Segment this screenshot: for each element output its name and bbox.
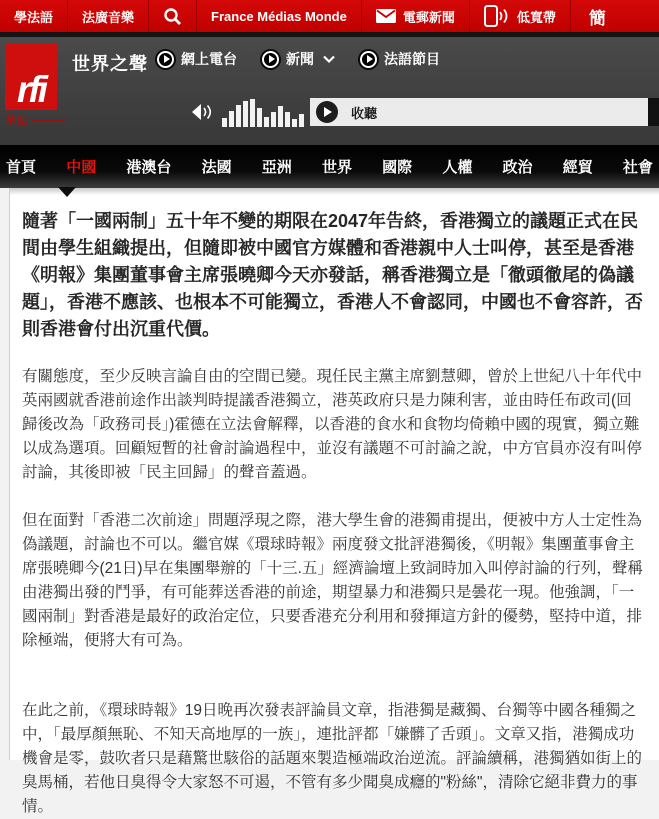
rfi-music-label: 法廣音樂 <box>82 9 135 25</box>
french-programs-label: 法語節目 <box>384 51 440 67</box>
envelope-icon <box>376 9 396 23</box>
web-radio-label: 網上電台 <box>181 51 237 67</box>
search-button[interactable] <box>149 0 197 32</box>
article-paragraph: 在此之前，《環球時報》19日晚再次發表評論員文章，指港獨是藏獨、台獨等中國各種獨之中，「最厚顏無恥、不知天高地厚的一族」，連批評都「嫌髒了舌頭」。文章又指，港獨成功機會是零，鼓吹者只是藉驚世駭俗的話題來製造極端政治逆流。評論續稱，港獨猶如街上的臭馬桶，若他日臭得令大家怒不可遏，不管有多少聞臭成癮的"粉絲"，清除它絕非費力的事情。 <box>22 702 643 815</box>
content-area <box>0 188 659 815</box>
page-title: 世界之聲 <box>72 54 148 74</box>
nav-item-china[interactable]: 中國 <box>66 159 97 176</box>
rfi-logo-language: 華語 <box>5 115 29 127</box>
nav-item-world[interactable]: 世界 <box>321 159 352 176</box>
topbar-item-france-medias-monde[interactable] <box>197 0 362 32</box>
rfi-logo[interactable] <box>5 44 66 128</box>
volume-icon[interactable] <box>190 102 214 122</box>
volume-level-bars[interactable] <box>222 97 304 127</box>
listen-button[interactable] <box>310 98 648 126</box>
link-french-programs[interactable] <box>360 49 440 69</box>
nav-item-human-rights[interactable]: 人權 <box>442 159 473 176</box>
nav-item-economy[interactable]: 經貿 <box>562 159 593 176</box>
learn-french-label: 學法語 <box>14 9 54 25</box>
topbar-item-low-bandwidth[interactable] <box>470 0 571 32</box>
nav-item-hk-macau-taiwan[interactable]: 港澳台 <box>126 159 172 176</box>
audio-player <box>190 97 659 127</box>
article-paragraph: 但在面對「香港二次前途」問題浮現之際，港大學生會的港獨甫提出，便被中方人士定性為偽議題，討論也不可以。繼官媒《環球時報》兩度發文批評港獨後，《明報》集團董事會主席張曉卿今(21日)早在集團舉辦的「十三.五」經濟論壇上致詞時加入叫停討論的行列，聲稱由港獨出發的鬥爭，有可能葬送香港的前途，期望暴力和港獨只是曇花一現。他強調，「一國兩制」對香港是最好的政治定位，只要香港充分利用和發揮這方針的優勢，堅持中道，排除極端，便將大有可為。 <box>22 512 643 649</box>
play-circle-icon <box>262 51 279 68</box>
nav-item-france[interactable]: 法國 <box>201 159 232 176</box>
topbar-item-email-news[interactable] <box>362 0 470 32</box>
article-body <box>0 188 659 819</box>
left-rail <box>0 188 10 760</box>
site-header <box>0 37 659 145</box>
nav-item-politics[interactable]: 政治 <box>502 159 533 176</box>
nav-item-international[interactable]: 國際 <box>382 159 413 176</box>
nav-item-home[interactable]: 首頁 <box>6 159 37 176</box>
mobile-signal-icon <box>484 5 510 27</box>
link-web-radio[interactable] <box>157 49 237 69</box>
search-icon <box>163 7 182 26</box>
top-menu-bar <box>0 0 659 32</box>
news-label: 新聞 <box>286 51 314 67</box>
play-circle-icon <box>360 51 377 68</box>
chevron-down-icon <box>323 55 335 63</box>
play-icon <box>316 101 338 123</box>
article-paragraph: 有關態度，至少反映言論自由的空間已變。現任民主黨主席劉慧卿，曾於上世紀八十年代中英兩國就香港前途作出談判時提議香港獨立，港英政府只是力陳利害，並由時任布政司(回歸後改為「政務司長」)霍德在立法會解釋，以香港的食水和食物均倚賴中國的現實，獨立難以成為選項。回顧短暫的社會討論過程中，並沒有議題不可討論之說，中方官員亦沒有叫停討論，其後即被「民主回歸」的聲音蓋過。 <box>22 368 643 481</box>
rfi-logo-mark: rfi <box>5 44 57 110</box>
header-links <box>157 49 440 69</box>
listen-label: 收聽 <box>351 105 378 121</box>
play-circle-icon <box>157 51 174 68</box>
topbar-item-learn-french[interactable] <box>0 0 68 32</box>
player-edge-block <box>648 98 659 126</box>
france-medias-monde-label: France Médias Monde <box>211 8 347 24</box>
main-navigation <box>0 145 659 188</box>
simplified-chinese-label: 簡 <box>588 8 606 28</box>
nav-item-asia[interactable]: 亞洲 <box>261 159 292 176</box>
nav-item-society[interactable]: 社會 <box>622 159 653 176</box>
topbar-item-rfi-music[interactable] <box>68 0 149 32</box>
link-news-menu[interactable] <box>262 49 335 69</box>
active-tab-indicator <box>58 187 76 197</box>
topbar-item-simplified-chinese[interactable] <box>571 0 624 32</box>
low-bandwidth-label: 低寬帶 <box>516 9 556 25</box>
email-news-label: 電郵新聞 <box>402 9 455 25</box>
article-lead-paragraph: 隨著「一國兩制」五十年不變的期限在2047年告終，香港獨立的議題正式在民間由學生組織提出，但隨即被中國官方媒體和香港親中人士叫停，甚至是香港《明報》集團董事會主席張曉卿今天亦發話，稱香港獨立是「徹頭徹尾的偽議題」，香港不應該、也根本不可能獨立，香港人不會認同，中國也不會容許，否則香港會付出沉重代價。 <box>22 211 643 339</box>
logo-underline <box>32 120 66 121</box>
